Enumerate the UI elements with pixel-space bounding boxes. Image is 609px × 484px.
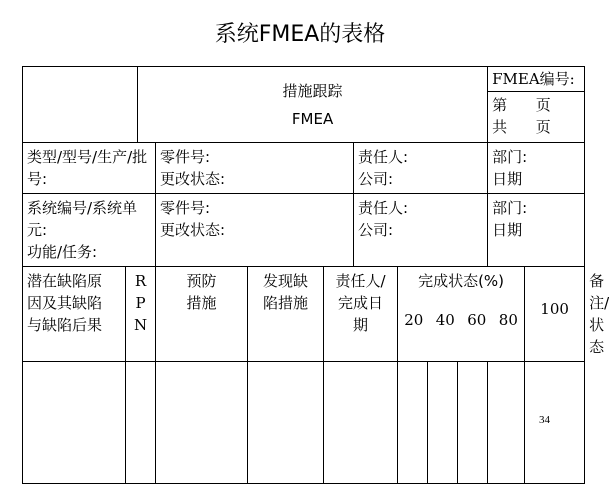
type-model-cell [23,143,156,194]
department-date-cell-2 [488,194,585,267]
department-label: 部门: [492,199,528,217]
completion-percent-row [398,299,524,341]
page-field: 第 页 [492,96,551,114]
company-label: 公司: [358,170,394,188]
date-label: 日期 [492,170,523,188]
company-label: 公司: [358,221,394,239]
slide-page-number: 34 [539,414,550,426]
completion-column-header [398,267,525,362]
responsible-date-column-header: 责任人/ 完成日 期 [324,267,398,362]
part-no-label: 零件号: [160,148,211,166]
responsible-company-cell-2 [354,194,488,267]
pct-80-entry-cell[interactable] [488,362,525,484]
defect-entry-cell[interactable] [23,362,126,484]
pct-60-entry-cell[interactable] [458,362,488,484]
form-name-cell [138,67,488,143]
department-label: 部门: [492,148,528,166]
part-no-label: 零件号: [160,199,211,217]
blank-corner-cell [23,67,138,143]
pct-100: 100 [540,300,569,318]
pct-20-entry-cell[interactable] [398,362,428,484]
part-change-cell [156,143,354,194]
total-pages-field: 共 页 [492,118,551,136]
defect-column-header: 潜在缺陷原 因及其缺陷 与缺陷后果 [23,267,126,362]
pct-40: 40 [435,311,455,329]
rpn-column-header: R P N [126,267,156,362]
prevention-column-header: 预防 措施 [156,267,248,362]
date-label: 日期 [492,221,523,239]
pct-80: 80 [498,311,518,329]
detection-entry-cell[interactable] [248,362,324,484]
pct-100-entry-cell[interactable] [525,362,585,484]
part-change-cell-2 [156,194,354,267]
pct-20: 20 [404,311,424,329]
responsible-label: 责任人: [358,148,409,166]
change-status-label: 更改状态: [160,221,226,239]
pct-40-entry-cell[interactable] [428,362,458,484]
responsible-date-entry-cell[interactable] [324,362,398,484]
pct-100-column-header [525,267,585,362]
fmea-form-table: 措施跟踪 FMEA FMEA编号: 第 页 共 页 类型/型号/生产/批号: 零件号: 更改状态: 责任人: 公司: 部门: 日期 系统编号/系统单元: 功能/任务: 零件号: 更改状态: 责任人: 公司: 部门: 日期 潜在缺陷原 因及其缺陷 与缺陷后果 R P N 预防 措施 发现缺 陷措施 责任人/ 完成日 期 完成状态(%) 20 40 60 80 100 备注/ 状态 [22,66,585,484]
change-status-label: 更改状态: [160,170,226,188]
system-label: 系统编号/系统单元: [27,199,138,239]
fmea-number-label: FMEA编号: [488,67,584,92]
pct-60: 60 [467,311,487,329]
form-name-line2: FMEA [291,110,334,128]
department-date-cell [488,143,585,194]
rpn-entry-cell[interactable] [126,362,156,484]
responsible-company-cell [354,143,488,194]
prevention-entry-cell[interactable] [156,362,248,484]
form-name-line1: 措施跟踪 [282,82,343,100]
system-function-cell [23,194,156,267]
detection-column-header: 发现缺 陷措施 [248,267,324,362]
fmea-number-cell [488,67,585,143]
page-title: 系统FMEA的表格 [214,22,386,47]
type-model-label: 类型/型号/生产/批号: [27,148,148,188]
responsible-label: 责任人: [358,199,409,217]
function-label: 功能/任务: [27,243,98,261]
completion-label: 完成状态(%) [418,272,505,290]
